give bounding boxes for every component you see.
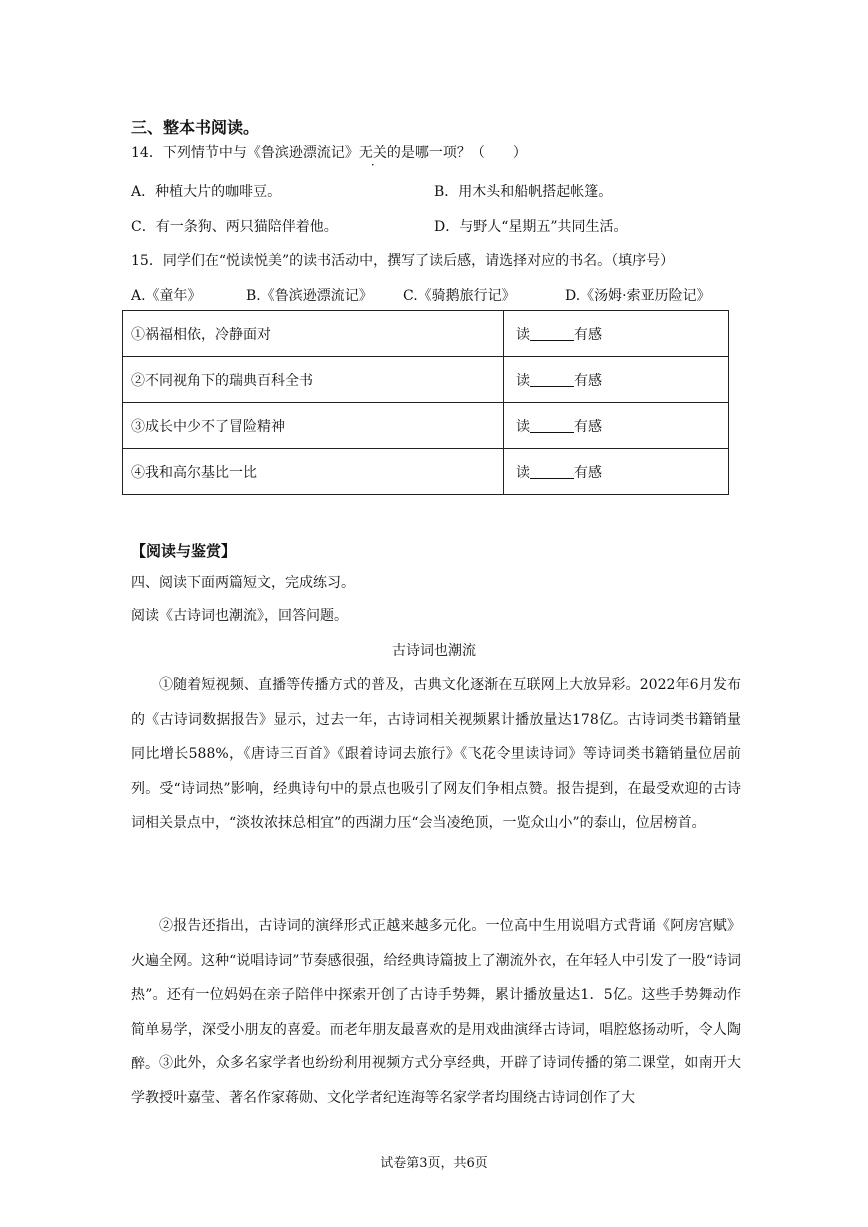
answer-blank[interactable] (530, 464, 574, 479)
answer-blank[interactable] (530, 418, 574, 433)
question-14-suffix: 的是哪一项？（ ） (386, 145, 527, 161)
row-answer: 读 有感 (504, 311, 729, 357)
question-15: 15．同学们在“悦读悦美”的读书活动中，撰写了读后感，请选择对应的书名。（填序号） (131, 253, 675, 269)
article-paragraph-2: ②报告还指出，古诗词的演绎形式正越来越多元化。一位高中生用说唱方式背诵《阿房宫赋》火遍全网。这种“说唱诗词”节奏感很强，给经典诗篇披上了潮流外衣，在年轻人中引发了一股“诗词热”。还有一位妈妈在亲子陪伴中探索开创了古诗手势舞，累计播放量达1．5亿。这些手势舞动作简单易学，深受小朋友的喜爱。而老年朋友最喜欢的是用戏曲演绎古诗词，唱腔悠扬动听，令人陶醉。 (131, 918, 741, 1072)
reading-instruction: 阅读《古诗词也潮流》，回答问题。 (131, 608, 348, 624)
q15-option-d: D.《汤姆·索亚历险记》 (565, 288, 711, 304)
table-row (123, 357, 729, 403)
row-title: ③成长中少不了冒险精神 (123, 403, 504, 449)
q14-option-b: B．用木头和船帆搭起帐篷。 (434, 184, 613, 200)
row-title: ①祸福相依，冷静面对 (123, 311, 504, 357)
question-14-prefix: 14．下列情节中与《鲁滨逊漂流记》 (131, 145, 359, 161)
answer-blank[interactable] (530, 326, 574, 341)
q15-option-a: A.《童年》 (131, 288, 202, 304)
row-answer: 读 有感 (504, 357, 729, 403)
question-14-emphasis: 无关 (358, 145, 387, 161)
article-title: 古诗词也潮流 (392, 643, 476, 659)
table-row (123, 311, 729, 357)
q15-option-c: C.《骑鹅旅行记》 (403, 288, 516, 304)
article-paragraph-3: ③此外，众多名家学者也纷纷利用视频方式分享经典，开辟了诗词传播的第二课堂，如南开大学教授叶嘉莹、著名作家蒋勋、文化学者纪连海等名家学者均围绕古诗词创作了大 (131, 1055, 741, 1106)
table-row (123, 449, 729, 495)
row-title: ④我和高尔基比一比 (123, 449, 504, 495)
section-heading-4: 四、阅读下面两篇短文，完成练习。 (131, 575, 355, 591)
row-title: ②不同视角下的瑞典百科全书 (123, 357, 504, 403)
row-answer: 读 有感 (504, 403, 729, 449)
table-row (123, 403, 729, 449)
q15-option-b: B.《鲁滨逊漂流记》 (246, 288, 373, 304)
answer-blank[interactable] (530, 372, 574, 387)
question-14 (131, 142, 527, 162)
q14-option-c: C．有一条狗、两只猫陪伴着他。 (131, 219, 338, 235)
reading-section-heading: 【阅读与鉴赏】 (131, 542, 237, 560)
article-paragraph-1: ①随着短视频、直播等传播方式的普及，古典文化逐渐在互联网上大放异彩。2022年6月发布的《古诗词数据报告》显示，过去一年，古诗词相关视频累计播放量达178亿。古诗词类书籍销量同比增长588%，《唐诗三百首》《跟着诗词去旅行》《飞花令里读诗词》等诗词类书籍销量位居前列。受“诗词热”影响，经典诗句中的景点也吸引了网友们争相点赞。报告提到，在最受欢迎的古诗词相关景点中，“淡妆浓抹总相宜”的西湖力压“会当凌绝顶，一览众山小”的泰山，位居榜首。 (131, 677, 741, 831)
q14-option-a: A．种植大片的咖啡豆。 (131, 184, 282, 200)
book-match-table (122, 310, 729, 495)
row-answer: 读 有感 (504, 449, 729, 495)
section-heading-3: 三、整本书阅读。 (131, 118, 260, 137)
page-footer: 试卷第3页，共6页 (380, 1156, 488, 1171)
q14-option-d: D．与野人“星期五”共同生活。 (434, 219, 628, 235)
